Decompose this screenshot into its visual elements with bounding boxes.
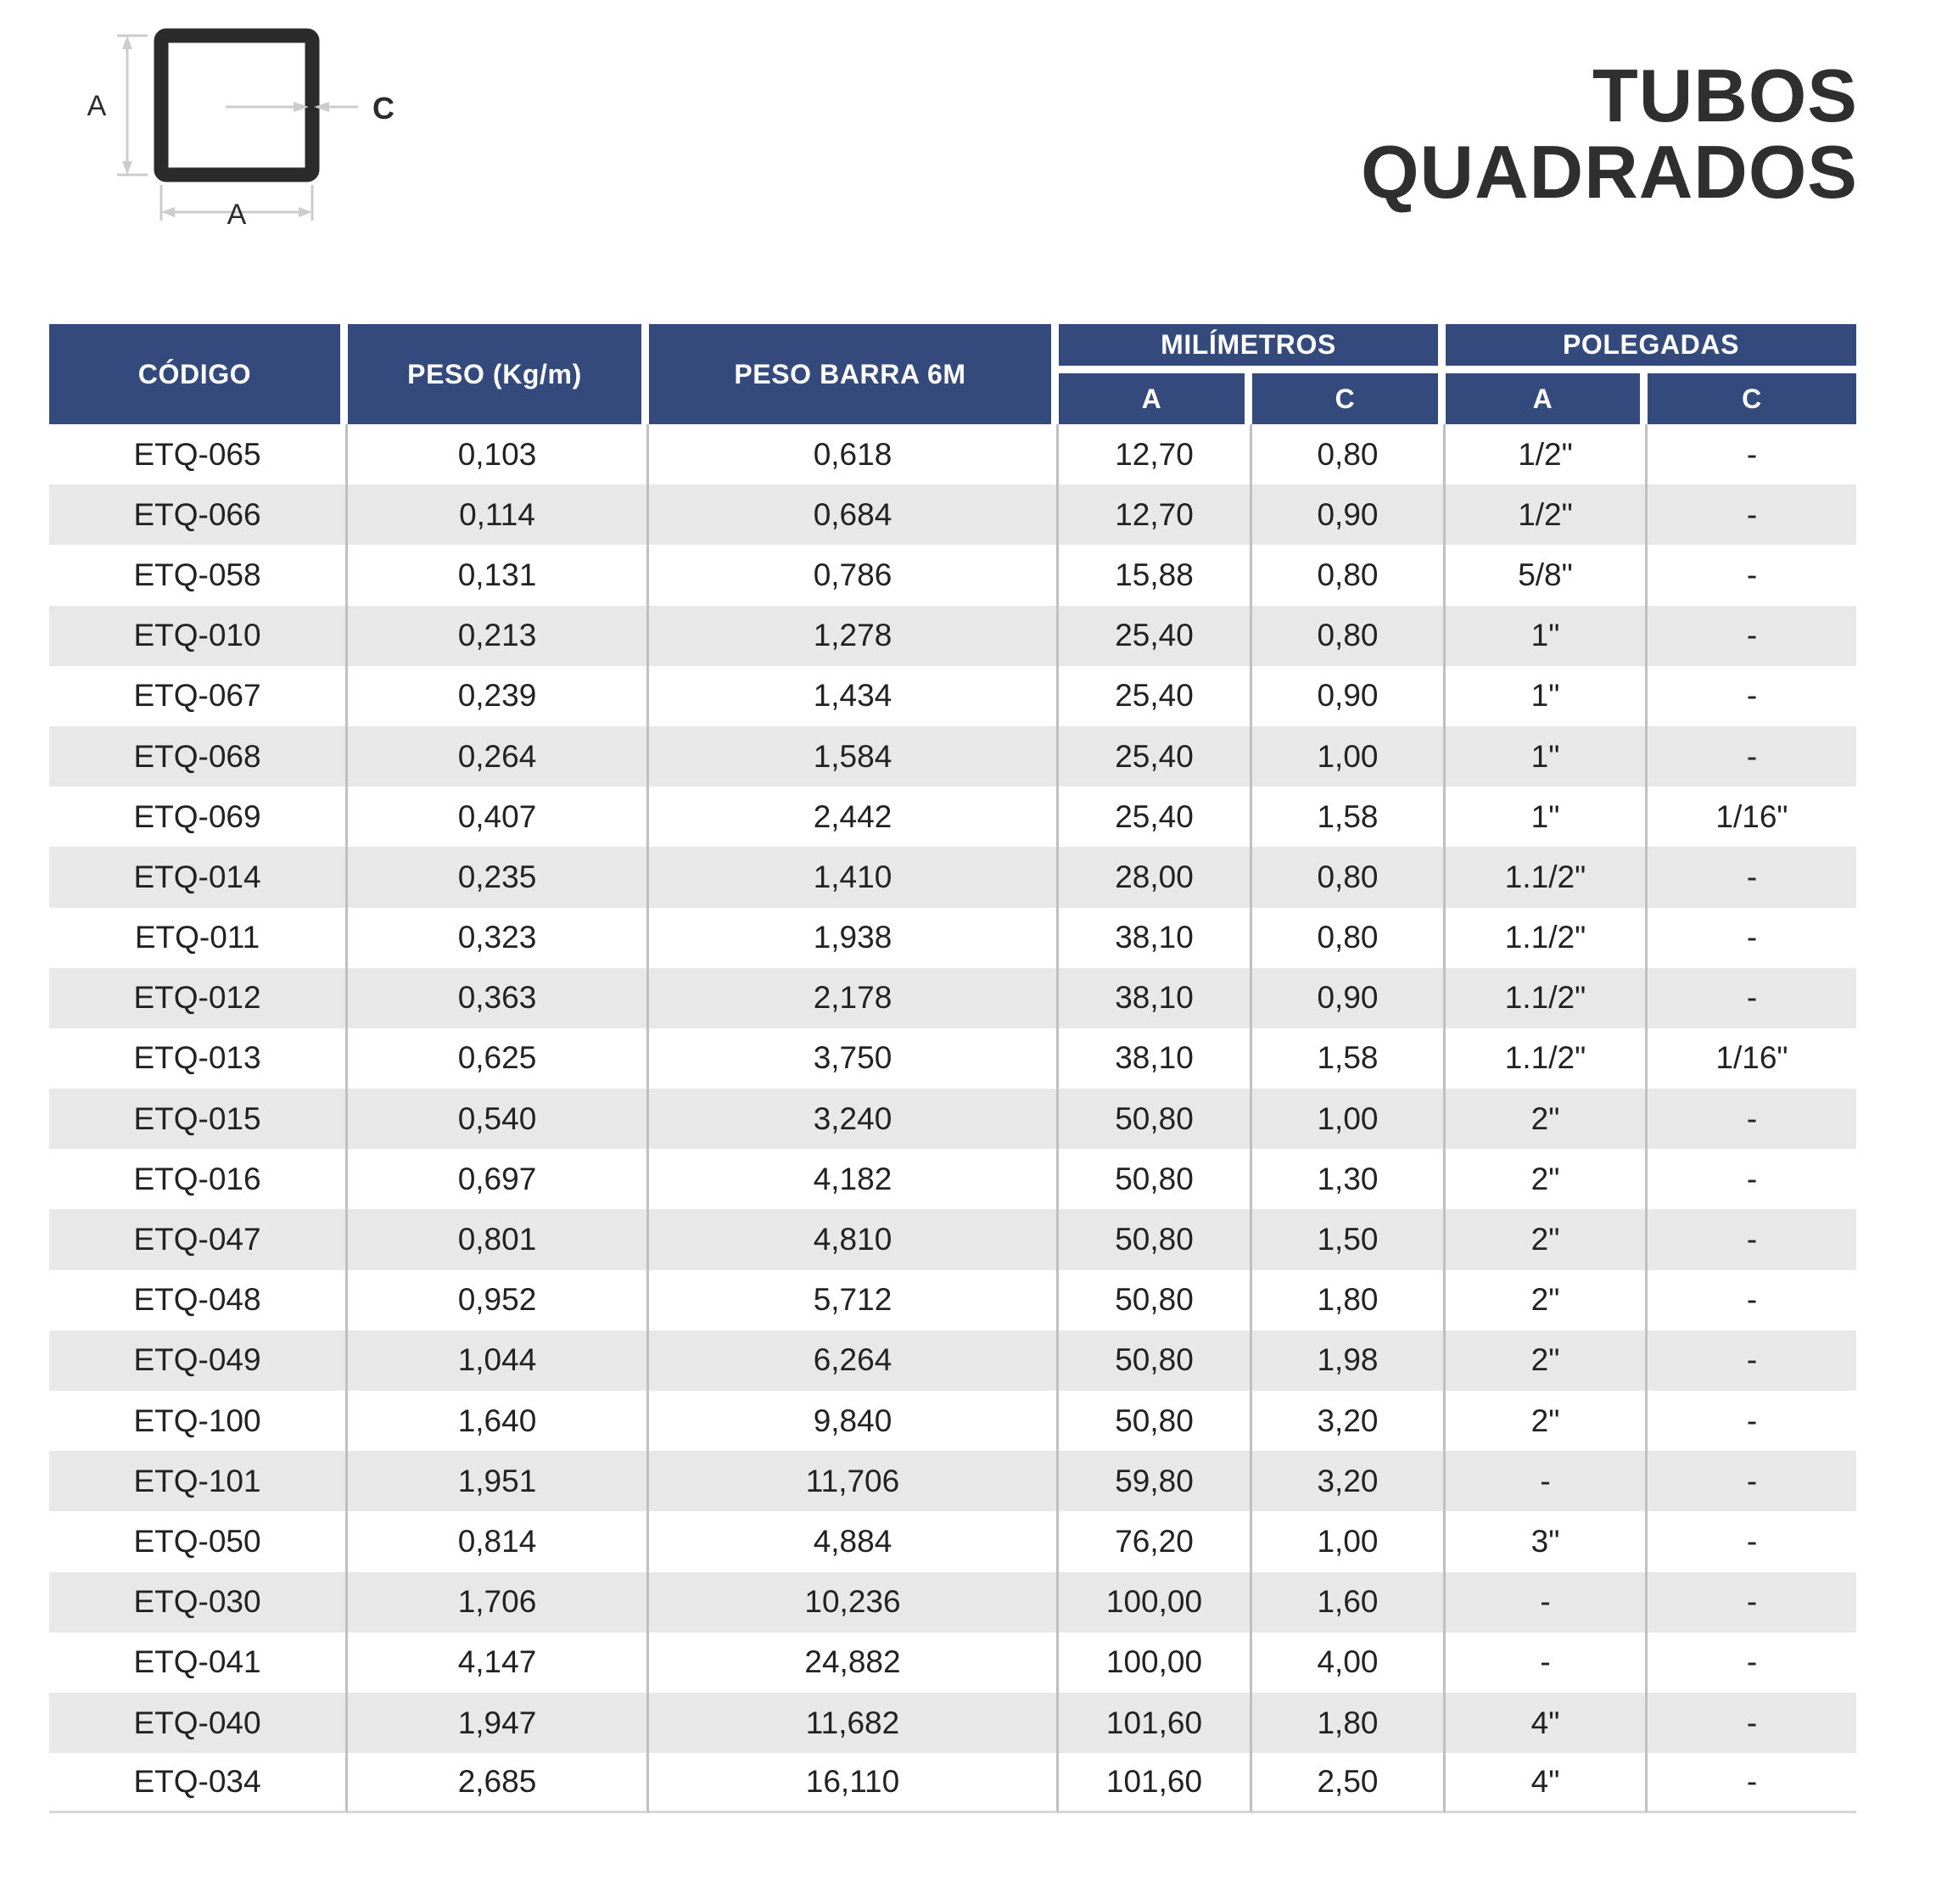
cell-mm-c: 0,90	[1252, 484, 1446, 545]
cell-peso: 0,213	[348, 606, 649, 666]
cell-codigo: ETQ-011	[49, 908, 348, 968]
col-header-pol-a: A	[1446, 373, 1648, 424]
table-row	[49, 1632, 1856, 1693]
cell-pol-a: 2"	[1446, 1330, 1648, 1391]
cell-mm-c: 0,80	[1252, 908, 1446, 968]
cell-peso-barra: 4,884	[649, 1511, 1059, 1571]
cell-mm-a: 25,40	[1059, 606, 1252, 666]
cell-pol-c: -	[1648, 726, 1856, 787]
diagram-label-width: A	[227, 199, 247, 231]
cell-peso: 0,363	[348, 968, 649, 1028]
cell-mm-c: 1,60	[1252, 1572, 1446, 1632]
cell-peso: 0,814	[348, 1511, 649, 1571]
cell-codigo: ETQ-012	[49, 968, 348, 1028]
cell-codigo: ETQ-067	[49, 666, 348, 726]
cell-mm-c: 1,00	[1252, 1089, 1446, 1149]
cell-codigo: ETQ-066	[49, 484, 348, 545]
cell-peso: 1,044	[348, 1330, 649, 1391]
cell-codigo: ETQ-015	[49, 1089, 348, 1149]
cell-mm-a: 50,80	[1059, 1330, 1252, 1391]
table-row	[49, 908, 1856, 968]
cell-pol-c: -	[1648, 545, 1856, 605]
spec-table-body	[49, 424, 1856, 1813]
cell-mm-a: 50,80	[1059, 1089, 1252, 1149]
cell-peso-barra: 0,684	[649, 484, 1059, 545]
cell-pol-a: 1/2"	[1446, 424, 1648, 484]
cell-codigo: ETQ-069	[49, 787, 348, 847]
cell-peso-barra: 0,618	[649, 424, 1059, 484]
cell-peso: 0,103	[348, 424, 649, 484]
cell-peso: 0,114	[348, 484, 649, 545]
cell-codigo: ETQ-048	[49, 1270, 348, 1330]
cell-pol-c: 1/16"	[1648, 787, 1856, 847]
cell-mm-a: 59,80	[1059, 1451, 1252, 1511]
page-header-band	[0, 0, 1936, 305]
cell-pol-c: 1/16"	[1648, 1028, 1856, 1089]
cell-peso-barra: 1,278	[649, 606, 1059, 666]
col-header-mm-c: C	[1252, 373, 1446, 424]
col-header-peso: PESO (Kg/m)	[348, 324, 649, 424]
table-row	[49, 1330, 1856, 1391]
cell-peso-barra: 1,434	[649, 666, 1059, 726]
cell-codigo: ETQ-065	[49, 424, 348, 484]
table-row	[49, 968, 1856, 1028]
cell-pol-c: -	[1648, 1511, 1856, 1571]
table-row	[49, 1209, 1856, 1269]
cell-codigo: ETQ-010	[49, 606, 348, 666]
cell-mm-c: 4,00	[1252, 1632, 1446, 1693]
cell-pol-c: -	[1648, 968, 1856, 1028]
cell-pol-c: -	[1648, 1391, 1856, 1451]
cell-peso-barra: 4,810	[649, 1209, 1059, 1269]
cell-pol-a: 5/8"	[1446, 545, 1648, 605]
cell-peso: 0,239	[348, 666, 649, 726]
col-group-header-milimetros: MILÍMETROS	[1059, 324, 1446, 373]
col-header-peso-barra: PESO BARRA 6M	[649, 324, 1059, 424]
cell-mm-a: 101,60	[1059, 1753, 1252, 1813]
cell-mm-a: 50,80	[1059, 1391, 1252, 1451]
table-row	[49, 1391, 1856, 1451]
cell-mm-c: 1,80	[1252, 1270, 1446, 1330]
cell-pol-c: -	[1648, 1572, 1856, 1632]
spec-table-head	[49, 324, 1856, 424]
cell-pol-a: 1"	[1446, 666, 1648, 726]
cell-mm-a: 12,70	[1059, 424, 1252, 484]
table-row	[49, 1089, 1856, 1149]
cell-peso-barra: 16,110	[649, 1753, 1059, 1813]
cell-peso: 0,952	[348, 1270, 649, 1330]
spec-table	[49, 324, 1856, 1813]
cell-pol-a: -	[1446, 1451, 1648, 1511]
cell-mm-c: 1,30	[1252, 1149, 1446, 1209]
table-row	[49, 1511, 1856, 1571]
cell-codigo: ETQ-013	[49, 1028, 348, 1089]
cell-pol-a: -	[1446, 1632, 1648, 1693]
cell-peso-barra: 11,706	[649, 1451, 1059, 1511]
table-row	[49, 1028, 1856, 1089]
cell-pol-a: 1"	[1446, 726, 1648, 787]
diagram-label-height: A	[87, 90, 107, 122]
cell-mm-c: 0,80	[1252, 606, 1446, 666]
cell-pol-a: 1.1/2"	[1446, 847, 1648, 907]
cell-mm-a: 25,40	[1059, 666, 1252, 726]
cell-pol-c: -	[1648, 484, 1856, 545]
cell-pol-c: -	[1648, 1209, 1856, 1269]
table-row	[49, 484, 1856, 545]
cell-mm-a: 25,40	[1059, 726, 1252, 787]
cell-pol-a: 1/2"	[1446, 484, 1648, 545]
diagram-label-thickness: C	[372, 91, 394, 126]
cell-mm-c: 1,00	[1252, 1511, 1446, 1571]
cell-pol-a: 2"	[1446, 1270, 1648, 1330]
table-row	[49, 666, 1856, 726]
cell-mm-a: 38,10	[1059, 968, 1252, 1028]
cell-mm-c: 0,90	[1252, 968, 1446, 1028]
page-title	[1361, 53, 1858, 214]
cell-peso: 1,640	[348, 1391, 649, 1451]
cell-pol-c: -	[1648, 1632, 1856, 1693]
col-header-codigo: CÓDIGO	[49, 324, 348, 424]
cell-pol-c: -	[1648, 606, 1856, 666]
cell-mm-c: 0,80	[1252, 847, 1446, 907]
cell-mm-c: 1,50	[1252, 1209, 1446, 1269]
cell-pol-c: -	[1648, 1451, 1856, 1511]
cell-pol-a: 1"	[1446, 606, 1648, 666]
table-row	[49, 1753, 1856, 1813]
cell-pol-c: -	[1648, 1149, 1856, 1209]
cell-mm-a: 100,00	[1059, 1572, 1252, 1632]
cell-peso: 1,951	[348, 1451, 649, 1511]
cell-pol-a: 1.1/2"	[1446, 968, 1648, 1028]
table-row	[49, 847, 1856, 907]
table-row	[49, 1149, 1856, 1209]
cell-mm-c: 2,50	[1252, 1753, 1446, 1813]
cell-pol-a: 1.1/2"	[1446, 908, 1648, 968]
cell-peso-barra: 0,786	[649, 545, 1059, 605]
cell-mm-a: 38,10	[1059, 908, 1252, 968]
cell-mm-a: 50,80	[1059, 1209, 1252, 1269]
cell-peso-barra: 2,178	[649, 968, 1059, 1028]
cell-mm-c: 0,80	[1252, 424, 1446, 484]
cell-mm-a: 50,80	[1059, 1149, 1252, 1209]
cell-mm-a: 25,40	[1059, 787, 1252, 847]
cell-codigo: ETQ-049	[49, 1330, 348, 1391]
cell-codigo: ETQ-030	[49, 1572, 348, 1632]
spec-table-container	[49, 324, 1856, 1813]
square-tube-diagram	[59, 12, 416, 241]
cell-pol-c: -	[1648, 666, 1856, 726]
cell-mm-c: 3,20	[1252, 1391, 1446, 1451]
table-row	[49, 1270, 1856, 1330]
header-group-row	[49, 324, 1856, 373]
cell-mm-c: 0,90	[1252, 666, 1446, 726]
cell-codigo: ETQ-040	[49, 1693, 348, 1753]
cell-mm-c: 3,20	[1252, 1451, 1446, 1511]
cell-pol-a: 1.1/2"	[1446, 1028, 1648, 1089]
cell-codigo: ETQ-014	[49, 847, 348, 907]
cell-pol-a: 2"	[1446, 1149, 1648, 1209]
cell-pol-a: 2"	[1446, 1089, 1648, 1149]
table-row	[49, 424, 1856, 484]
cell-pol-c: -	[1648, 847, 1856, 907]
table-row	[49, 1693, 1856, 1753]
cell-pol-c: -	[1648, 1089, 1856, 1149]
cell-pol-c: -	[1648, 908, 1856, 968]
cell-codigo: ETQ-050	[49, 1511, 348, 1571]
cell-pol-a: 4"	[1446, 1753, 1648, 1813]
cell-mm-a: 100,00	[1059, 1632, 1252, 1693]
cell-mm-c: 1,00	[1252, 726, 1446, 787]
cell-peso: 0,131	[348, 545, 649, 605]
cell-peso-barra: 9,840	[649, 1391, 1059, 1451]
cell-peso: 0,235	[348, 847, 649, 907]
cell-pol-c: -	[1648, 424, 1856, 484]
cell-peso-barra: 6,264	[649, 1330, 1059, 1391]
cell-mm-c: 1,58	[1252, 787, 1446, 847]
cell-mm-a: 12,70	[1059, 484, 1252, 545]
cell-codigo: ETQ-058	[49, 545, 348, 605]
cell-mm-c: 1,58	[1252, 1028, 1446, 1089]
cell-peso-barra: 24,882	[649, 1632, 1059, 1693]
cell-codigo: ETQ-100	[49, 1391, 348, 1451]
cell-mm-c: 0,80	[1252, 545, 1446, 605]
cell-codigo: ETQ-068	[49, 726, 348, 787]
cell-mm-a: 38,10	[1059, 1028, 1252, 1089]
cell-peso-barra: 3,750	[649, 1028, 1059, 1089]
cell-peso-barra: 1,938	[649, 908, 1059, 968]
cell-pol-a: -	[1446, 1572, 1648, 1632]
cell-peso: 0,697	[348, 1149, 649, 1209]
cell-peso-barra: 10,236	[649, 1572, 1059, 1632]
cell-pol-c: -	[1648, 1753, 1856, 1813]
cell-peso: 0,625	[348, 1028, 649, 1089]
cell-peso: 0,264	[348, 726, 649, 787]
col-header-pol-c: C	[1648, 373, 1856, 424]
cell-peso: 0,323	[348, 908, 649, 968]
cell-pol-a: 2"	[1446, 1391, 1648, 1451]
cell-peso: 1,706	[348, 1572, 649, 1632]
cell-codigo: ETQ-034	[49, 1753, 348, 1813]
cell-mm-c: 1,98	[1252, 1330, 1446, 1391]
col-header-mm-a: A	[1059, 373, 1252, 424]
cell-mm-c: 1,80	[1252, 1693, 1446, 1753]
cell-peso: 1,947	[348, 1693, 649, 1753]
cell-pol-c: -	[1648, 1270, 1856, 1330]
cell-peso: 2,685	[348, 1753, 649, 1813]
cell-peso-barra: 4,182	[649, 1149, 1059, 1209]
col-group-header-polegadas: POLEGADAS	[1446, 324, 1856, 373]
cell-mm-a: 28,00	[1059, 847, 1252, 907]
page-title-line-2: QUADRADOS	[1361, 129, 1858, 214]
cell-peso-barra: 3,240	[649, 1089, 1059, 1149]
table-row	[49, 726, 1856, 787]
cell-codigo: ETQ-041	[49, 1632, 348, 1693]
cell-mm-a: 76,20	[1059, 1511, 1252, 1571]
cell-peso-barra: 2,442	[649, 787, 1059, 847]
cell-pol-a: 4"	[1446, 1693, 1648, 1753]
cell-pol-c: -	[1648, 1693, 1856, 1753]
cell-mm-a: 101,60	[1059, 1693, 1252, 1753]
page-title-line-1: TUBOS	[1592, 53, 1858, 137]
cell-codigo: ETQ-016	[49, 1149, 348, 1209]
cell-peso: 0,407	[348, 787, 649, 847]
cell-mm-a: 50,80	[1059, 1270, 1252, 1330]
cell-codigo: ETQ-101	[49, 1451, 348, 1511]
cell-pol-a: 2"	[1446, 1209, 1648, 1269]
cell-peso-barra: 1,584	[649, 726, 1059, 787]
table-row	[49, 1451, 1856, 1511]
cell-mm-a: 15,88	[1059, 545, 1252, 605]
cell-peso-barra: 5,712	[649, 1270, 1059, 1330]
cell-pol-a: 1"	[1446, 787, 1648, 847]
cell-peso-barra: 11,682	[649, 1693, 1059, 1753]
cell-pol-a: 3"	[1446, 1511, 1648, 1571]
table-row	[49, 787, 1856, 847]
cell-codigo: ETQ-047	[49, 1209, 348, 1269]
cell-peso: 0,540	[348, 1089, 649, 1149]
table-row	[49, 545, 1856, 605]
cell-peso: 0,801	[348, 1209, 649, 1269]
cell-pol-c: -	[1648, 1330, 1856, 1391]
cell-peso: 4,147	[348, 1632, 649, 1693]
cell-peso-barra: 1,410	[649, 847, 1059, 907]
table-row	[49, 606, 1856, 666]
table-row	[49, 1572, 1856, 1632]
